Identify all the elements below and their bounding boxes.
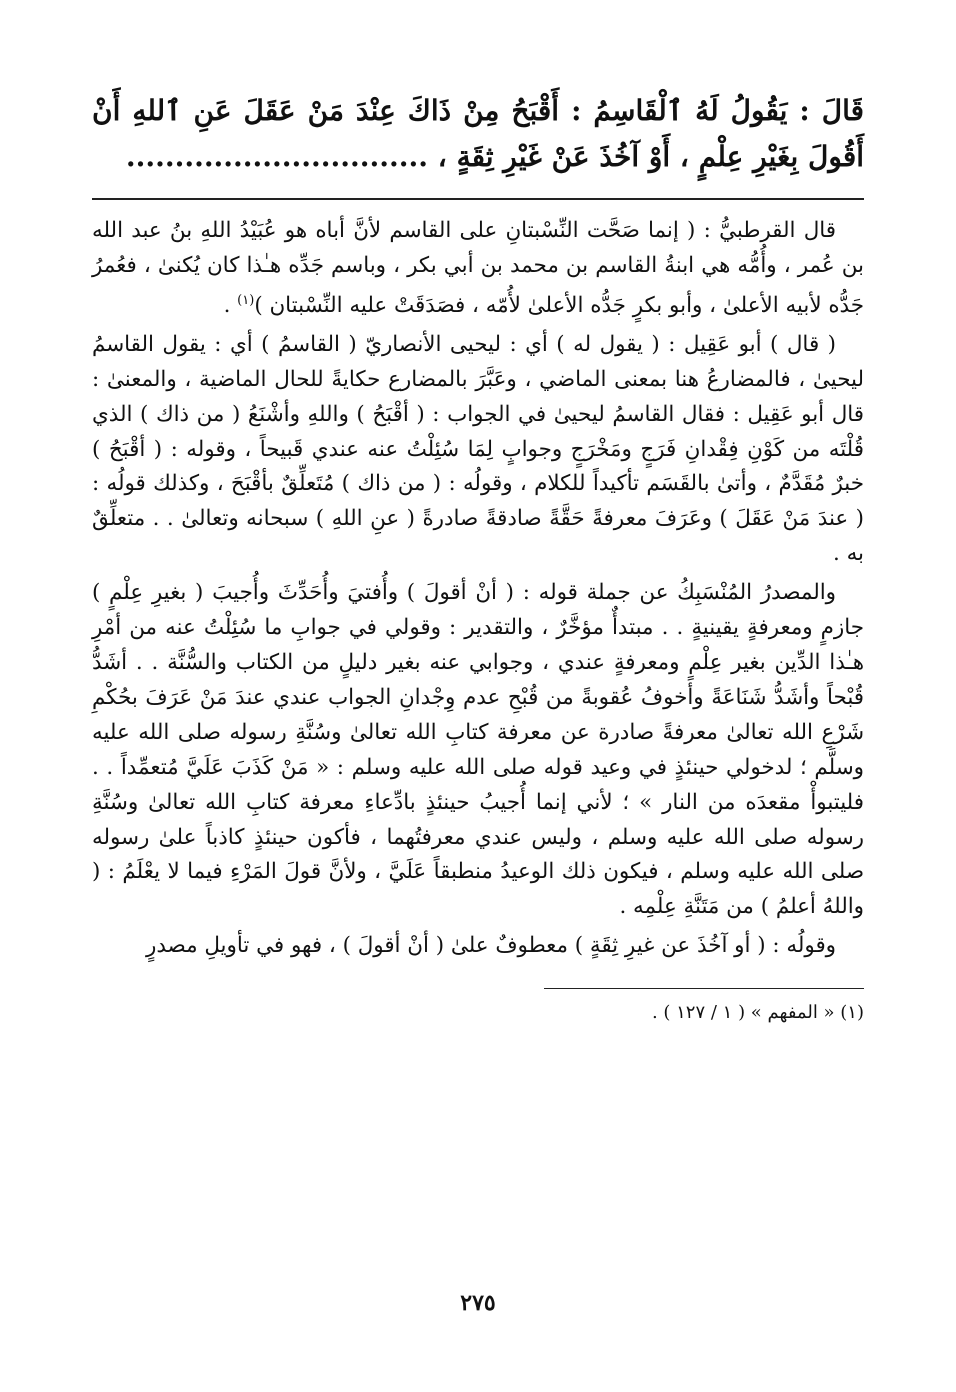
- commentary: [92, 214, 864, 964]
- commentary-paragraph-2: ( قال ) أبو عَقِيل : ( يقول له ) أي : ليحيى الأنصاريّ ( القاسمُ ) أي : يقول القاسمُ ليحيىٰ ، فالمضارعُ هنا بمعنى الماضي ، وعَبَّرَ بالمضارع حكايةً للحال الماضية ، والمعنىٰ : قال أبو عَقِيل : فقال القاسمُ ليحيىٰ في الجواب : ( أقْبَحُ ) واللهِ وأشْنَعُ ( من ذاك ) الذي قُلْتَه من كَوْنِ فِقْدانِ فَرَجٍ ومَخْرَجٍ وجوابٍ لِمَا سُئِلْتُ عنه عندي قَبيحاً ، وقوله : ( أقْبَحُ ) خبرٌ مُقَدَّمٌ ، وأتىٰ بالقَسَم تأكيداً للكلام ، وقولُه : ( من ذاك ) مُتَعلِّقٌ بأقْبَحَ ، وكذلك قولُه : ( عندَ مَنْ عَقَلَ ) وعَرَفَ معرفةً حَقَّةً صادقةً صادرةً ( عنِ اللهِ ) سبحانه وتعالىٰ . . متعلِّقٌ به .: [92, 331, 864, 567]
- matn-separator: [92, 198, 864, 200]
- matn-text: [92, 88, 864, 180]
- page-body: [92, 88, 864, 1392]
- p1-text: قال القرطبيُّ : ( إنما صَحَّت النِّسْبتانِ على القاسم لأنَّ أباه هو عُبَيْدُ اللهِ بنُ عبد الله بن عُمر ، وأُمُّه هي ابنةُ القاسم بن محمد بن أبي بكر ، وباسم جَدِّه هـٰذا كان يُكنىٰ ، فعُمرُ جَدُّه لأبيه الأعلىٰ ، وأبو بكرٍ جَدُّه الأعلىٰ لأُمّه ، فصَدَقَتْ عليه النِّسْبتان ): [92, 218, 864, 318]
- footnote-rule: [544, 988, 864, 989]
- commentary-paragraph-1: [92, 214, 864, 324]
- footnote-ref: (١): [237, 292, 255, 308]
- commentary-paragraph-4: وقولُه : ( أو آخُذَ عن غيرِ ثِقَةٍ ) معطوفٌ علىٰ ( أنْ أقولَ ) ، فهو في تأويلِ مصدرٍ: [145, 933, 836, 959]
- matn-sentence: قَالَ : يَقُولُ لَهُ ٱلْقَاسِمُ : أَقْبَحُ مِنْ ذَاكَ عِنْدَ مَنْ عَقَلَ عَنِ ٱللهِ أَنْ أَقُولَ بِغَيْرِ عِلْمٍ ، أَوْ آخُذَ عَنْ غَيْرِ ثِقَةٍ ،: [92, 94, 864, 173]
- p1-end: .: [223, 292, 238, 318]
- matn-dots: ...............................: [125, 140, 429, 173]
- commentary-paragraph-3: والمصدرُ المُنْسَبِكُ عن جملة قوله : ( أنْ أقولَ ) وأُفتيَ وأُحَدِّثَ وأُجيبَ ( بغيرِ عِلْمٍ ) جازمٍ ومعرفةٍ يقينيةٍ . . مبتدأٌ مؤخَّرٌ ، والتقدير : وقولي في جوابِ ما سُئِلْتُ عنه من أمْرِ هـٰذا الدِّين بغير عِلْمٍ ومعرفةٍ عندي ، وجوابي عنه بغير دليلٍ من الكتاب والسُّنَّة . . أشَدُّ قُبْحاً وأشَدُّ شَنَاعَةً وأخوفُ عُقوبةً من قُبْحِ عدم وِجْدانِ الجواب عندي عندَ مَنْ عَرَفَ بحُكْمِ شَرْعِ الله تعالىٰ معرفةً صادرة عن معرفة كتابِ الله تعالىٰ وسُنَّةِ رسوله صلى الله عليه وسلَّم ؛ لدخولي حينئذٍ في وعيد قوله صلى الله عليه وسلم : « مَنْ كَذَبَ عَلَيَّ مُتعمِّداً . . فليتبوأْ مقعدَه من النار » ؛ لأني إنما أُجيبُ حينئذٍ بادِّعاءِ معرفة كتابِ الله تعالىٰ وسُنَّةِ رسوله صلى الله عليه وسلم ، وليس عندي معرفتُهما ، فأكون حينئذٍ كاذباً علىٰ رسوله صلى الله عليه وسلم ، فيكون ذلك الوعيدُ منطبقاً عَلَيَّ ، ولأنَّ قولَ المَرْءِ فيما لا يعْلَمُ : ( واللهُ أعلمُ ) من مَتَنَّةِ عِلْمِه .: [92, 580, 864, 920]
- footnote: (١) « المفهم » ( ١ / ١٢٧ ) .: [651, 1002, 864, 1024]
- page-number: ٢٧٥: [460, 1290, 496, 1316]
